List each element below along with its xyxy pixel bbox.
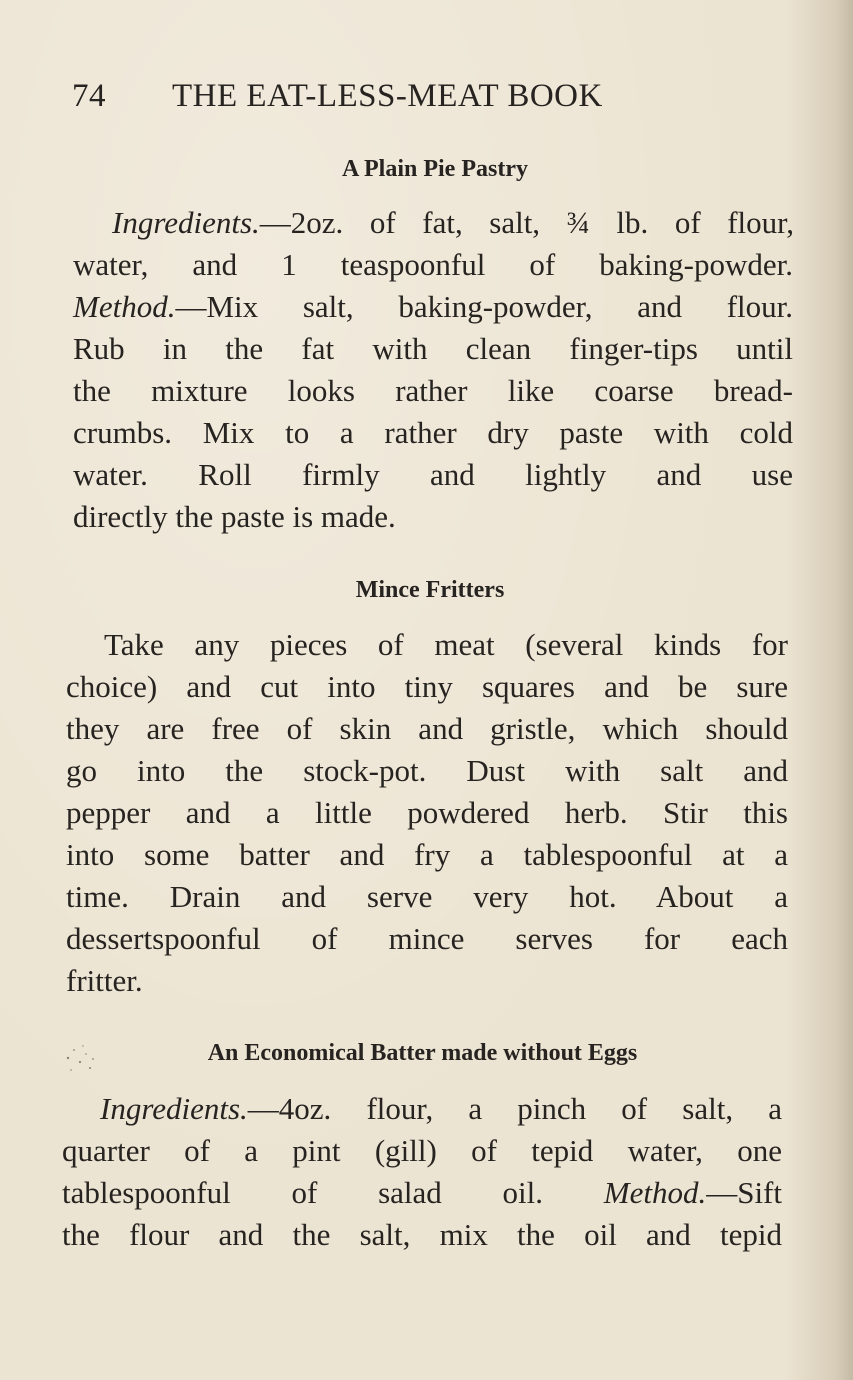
text-line: they are free of skin and gristle, which should [66,711,788,746]
text-line: the mixture looks rather like coarse bread- [73,373,793,408]
section-heading-plain-pie-pastry: A Plain Pie Pastry [342,156,528,182]
text-line: water, and 1 teaspoonful of baking-powder. [73,247,793,282]
text-line [100,1089,782,1129]
text-line [73,287,793,327]
text-line [112,203,794,243]
text-line: dessertspoonful of mince serves for each [66,921,788,956]
method-label: Method. [603,1175,707,1210]
book-title: THE EAT-LESS-MEAT BOOK [172,78,603,114]
text-line: directly the paste is made. [73,499,396,534]
text-span: tablespoonful of salad oil. [62,1175,543,1210]
text-line [62,1173,782,1213]
text-span: —2oz. of fat, salt, ¾ lb. of flour, [259,205,794,240]
ingredients-label: Ingredients. [112,205,260,240]
ingredients-label: Ingredients. [100,1091,248,1126]
method-label: Method. [73,289,176,324]
page-number: 74 [72,78,106,114]
text-line: into some batter and fry a tablespoonful at a [66,837,788,872]
text-line: the flour and the salt, mix the oil and tepid [62,1217,782,1252]
running-head [72,74,712,118]
text-line: crumbs. Mix to a rather dry paste with cold [73,415,793,450]
text-line: Rub in the fat with clean finger-tips until [73,331,793,366]
text-span: —Mix salt, baking-powder, and flour. [175,289,793,324]
text-line: pepper and a little powdered herb. Stir this [66,795,788,830]
text-line: water. Roll firmly and lightly and use [73,457,793,492]
text-span: —4oz. flour, a pinch of salt, a [247,1091,782,1126]
section-heading-mince-fritters: Mince Fritters [355,577,505,603]
text-line: go into the stock-pot. Dust with salt and [66,753,788,788]
section-heading-economical-batter: An Economical Batter made without Eggs [207,1040,638,1066]
text-line: fritter. [66,963,143,998]
ink-speckle-mark [60,1040,112,1076]
text-line: Take any pieces of meat (several kinds for [104,627,788,662]
text-line: choice) and cut into tiny squares and be sure [66,669,788,704]
text-span: —Sift [706,1175,782,1210]
text-line: time. Drain and serve very hot. About a [66,879,788,914]
text-line: quarter of a pint (gill) of tepid water, one [62,1133,782,1168]
